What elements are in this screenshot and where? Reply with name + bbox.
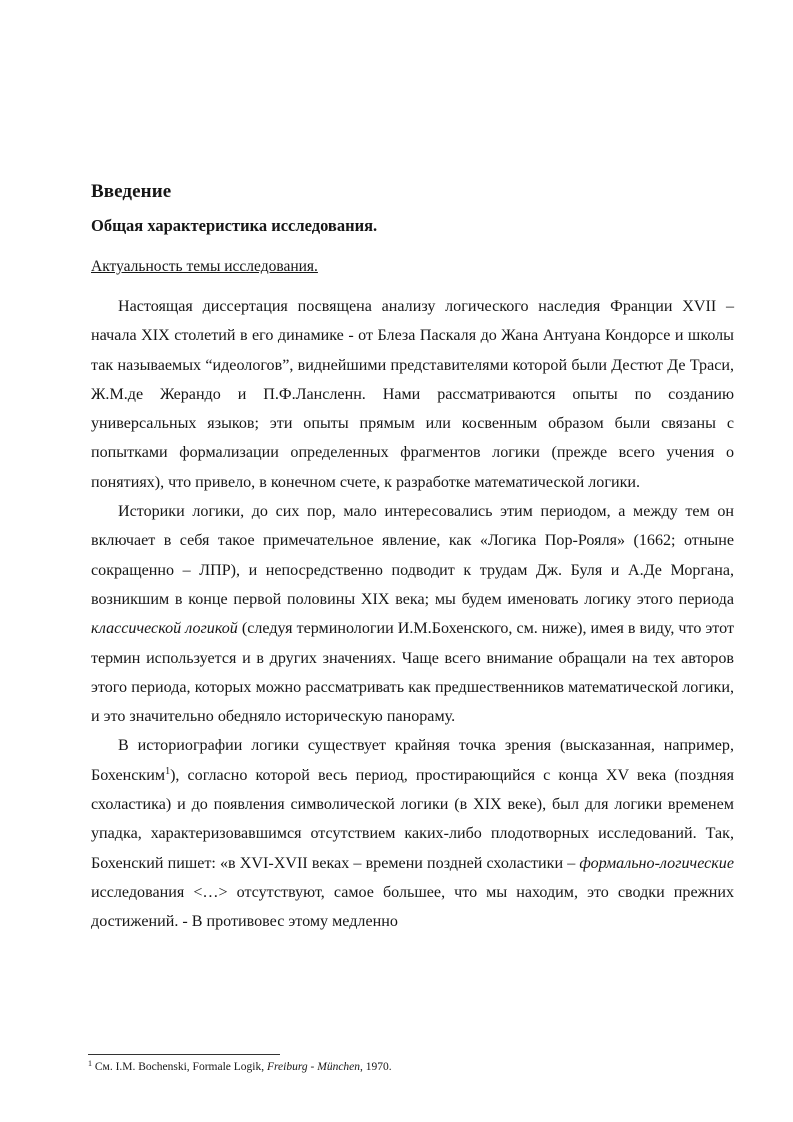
paragraph-2-text-b: (следуя терминологии И.М.Бохенского, см. ниже), имея в виду, что этот термин используется и в других значениях. Чаще всего внимание обращали на тех авторов этого периода, которых можно рассматривать как предшественников математической логики, и это значительно обедняло историческую панораму. (91, 620, 734, 726)
footnote-text-b: , 1970. (360, 1061, 392, 1073)
footnote-divider (88, 1054, 280, 1055)
paragraph-3-emphasis: формально-логические (579, 854, 734, 872)
paragraph-3-text-a: В историографии логики существует крайняя точка зрения (высказанная, например, Бохенским (91, 737, 734, 784)
heading-introduction: Введение (91, 181, 172, 202)
paragraph-2-text-a: Историки логики, до сих пор, мало интересовались этим периодом, а между тем он включает в себя такое примечательное явление, как «Логика Пор-Рояля» (1662; отныне сокращенно – ЛПР), и непосредственно подводит к трудам Дж. Буля и А.Де Моргана, возникшим в конце первой половины XIX века; мы будем именовать логику этого периода (91, 503, 734, 608)
footnote-reference[interactable]: 1 (165, 765, 171, 777)
paragraph-3-text-b: ), согласно которой весь период, простирающийся с конца XV века (поздняя схоластика) и до появления символической логики (в XIX веке), был для логики временем упадка, характеризовавшимся отсутствием каких-либо плодотворных исследований. Так, Бохенский пишет: «в XVI-XVII веках – времени поздней схоластики – (91, 766, 734, 872)
footnote-emphasis: Freiburg - München (266, 1061, 361, 1073)
paragraph-3-text-c: исследования <…> отсутствуют, самое большее, что мы находим, это сводки прежних достижений. - В противовес этому медленно (91, 883, 734, 931)
paragraph-1: Настоящая диссертация посвящена анализу логического наследия Франции XVII – начала XIX столетий в его динамике - от Блеза Паскаля до Жана Антуана Кондорсе и школы так называемых “идеологов”, виднейшими представителями которой были Дестют Де Траси, Ж.М.де Жерандо и П.Ф.Лансленн. Нами рассматриваются опыты по созданию универсальных языков; эти опыты прямым или косвенным образом были связаны с попытками формализации определенных фрагментов логики (прежде всего учения о понятиях), что привело, в конечном счете, к разработке математической логики. (91, 298, 734, 491)
paragraph-3 (91, 731, 734, 936)
footnote (88, 1061, 392, 1073)
footnote-text-a: См. I.M. Bochenski, Formale Logik, (92, 1061, 267, 1073)
subheading-general-characteristics: Общая характеристика исследования. (91, 216, 378, 235)
footnote-mark: 1 (88, 1059, 92, 1068)
body-text (91, 292, 734, 937)
section-title-relevance: Актуальность темы исследования. (91, 258, 318, 275)
paragraph-2 (91, 497, 734, 731)
paragraph-2-emphasis: классической логикой (91, 620, 238, 638)
